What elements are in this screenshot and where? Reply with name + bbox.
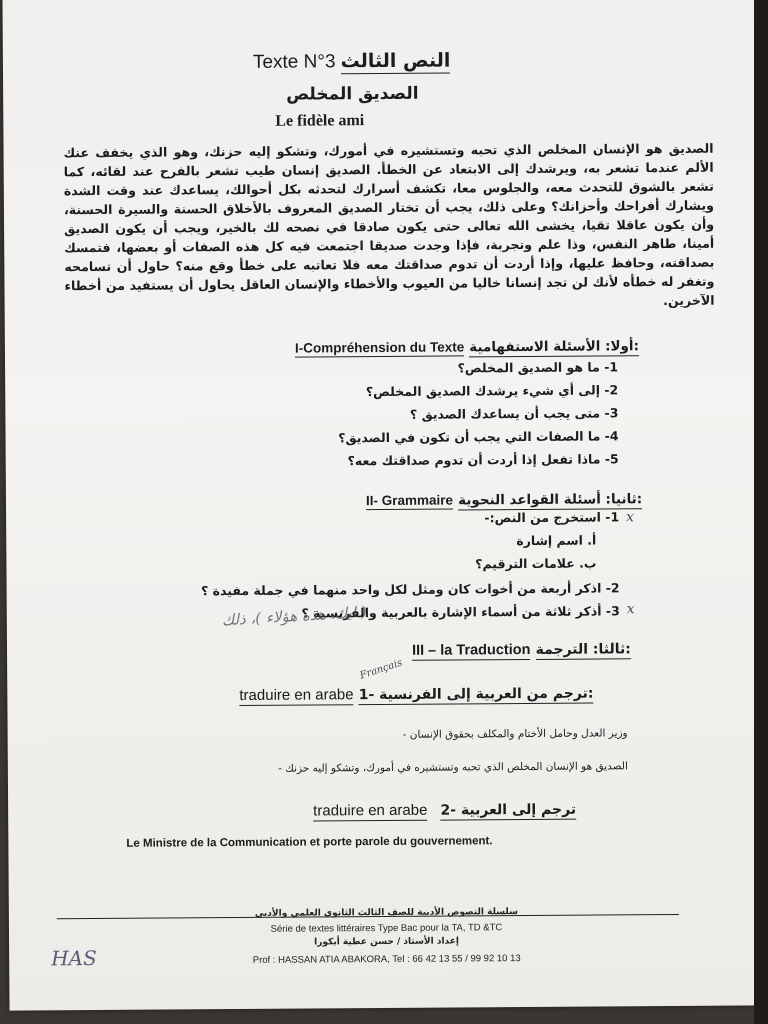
grammar-q1b: ب. علامات الترقيم؟ [475,555,597,572]
part1-ar: 1- ترجم من العربية إلى الفرنسية: [358,685,594,704]
question-item: 1- ما هو الصديق المخلص؟ [457,359,619,376]
footer-series-fr: Série de textes littéraires Type Bac pour la TA, TD &TC [270,922,503,935]
section3-title-fr: III – la Traduction [411,641,531,659]
part1-fr: traduire en arabe [239,686,354,705]
translation-item-text: وزير العدل وحامل الأختام والمكلف بحقوق الإنسان [409,727,628,741]
check-mark: x [626,509,635,526]
question-item: 2- إلى أي شيء يرشدك الصديق المخلص؟ [365,382,619,400]
text-paragraph: الصديق هو الإنسان المخلص الذي تحبه وتستشيره في أمورك، وتشكو إليه حزنك، وهو الذي يخفف عنك الألم عندما تشعر به، ويرشدك إلى الابتعاد عن الخطأ. الصديق إنسان طيب تشعر بالفرح عند لقائه، كما تشعر بالشوق للتحدث معه، والجلوس معا، تكشف أسرارك لتحدثه بكل أحوالك، يساعدك عند وقت الشدة ويشارك أفراحك وأحزانك؟ وعلى ذلك، يجب أن تختار الصديق المعروف بالأخلاق الحسنة والسيرة الحسنة، وأن يكون عاقلا تقيا، يخشى الله تعالى حتى يكون صادقا في نصحه لك بالخير، ويجب أن يكون الصديق أمينا، طاهر النفس، وذا علم وتجربة، فإذا وجدت صديقا اجتمعت فيه كل هذه الصفات أو بعضها، فتمسك بصداقته، وحافظ عليها، وإذا أردت أن تدوم صداقتك معه فلا تعاتبه على خطأ وقع منه؟ حاول أن تسامحه وتغفر له خطأه لأنك لن تجد إنسانا خاليا من العيوب والأخطاء والإنسان العاقل يحاول أن يستفيد من أخطاء الآخرين. [63,140,715,309]
handwritten-note: ( ايك، هذه هؤلاء )، ذلك [221,602,368,630]
title-ar: النص الثالث [340,49,451,73]
margin-annotation: Français [358,657,404,682]
check-mark: x [626,601,635,618]
section2-title-fr: II- Grammaire [365,492,454,509]
subtitle-ar: الصديق المخلص [286,83,419,105]
section1-questions [278,359,619,476]
page-edge-shadow [754,0,768,1024]
title-fr: Texte N°3 [252,51,336,73]
translation-item: وزير العدل وحامل الأختام والمكلف بحقوق الإنسان - [402,727,628,741]
translation-item: الصديق هو الإنسان المخلص الذي تحبه وتستشيره في أمورك، وتشكو إليه حزنك - [278,760,628,775]
footer-series-ar: سلسلة النصوص الأدبية للصف الثالث الثانوي العلمي والأدبي [254,907,518,919]
footer-author-ar: إعداد الأستاذ / حسن عطية أبكورا [314,936,459,948]
section3-title-ar: ثالثا: الترجمة: [535,641,631,658]
page-title [253,50,451,74]
signature: HAS [51,946,97,971]
part2-fr: traduire en arabe [313,801,428,820]
document-page [2,0,764,1011]
section3-heading [412,638,631,659]
grammar-q3: 3- أذكر ثلاثة من أسماء الإشارة بالعربية والفرنسية ؟ [301,603,620,621]
question-item: 3- متى يجب أن يساعدك الصديق ؟ [409,405,619,422]
footer-contact: Prof : HASSAN ATIA ABAKORA, Tel : 66 42 13 55 / 99 92 10 13 [252,953,521,966]
section2-title-ar: ثانيا: أسئلة القواعد النحوية: [458,491,643,509]
grammar-q1a: أ. اسم إشارة [516,532,597,549]
grammar-q2: 2- اذكر أربعة من أخوات كان ومثل لكل واحد منهما في جملة مفيدة ؟ [201,580,620,599]
translation-part2-heading [313,799,576,820]
subtitle-fr: Le fidèle ami [275,112,365,130]
question-item: 5- ماذا تفعل إذا أردت أن تدوم صداقتك معه؟ [347,451,619,469]
grammar-q1: 1- استخرج من النص:- [484,509,620,526]
translation-sentence: Le Ministre de la Communication et porte parole du gouvernement. [126,835,493,850]
translation-item-text: الصديق هو الإنسان المخلص الذي تحبه وتستشيره في أمورك، وتشكو إليه حزنك [285,760,628,775]
section1-heading [295,335,639,356]
section2-heading [366,488,642,509]
part2-ar: 2- ترجم إلى العربية [440,801,577,819]
section1-title-fr: I-Compréhension du Texte [294,339,465,356]
translation-part1-heading [239,683,593,704]
section1-title-ar: أولا: الأسئلة الاستفهامية: [469,338,640,356]
question-item: 4- ما الصفات التي يجب أن تكون في الصديق؟ [338,428,619,446]
